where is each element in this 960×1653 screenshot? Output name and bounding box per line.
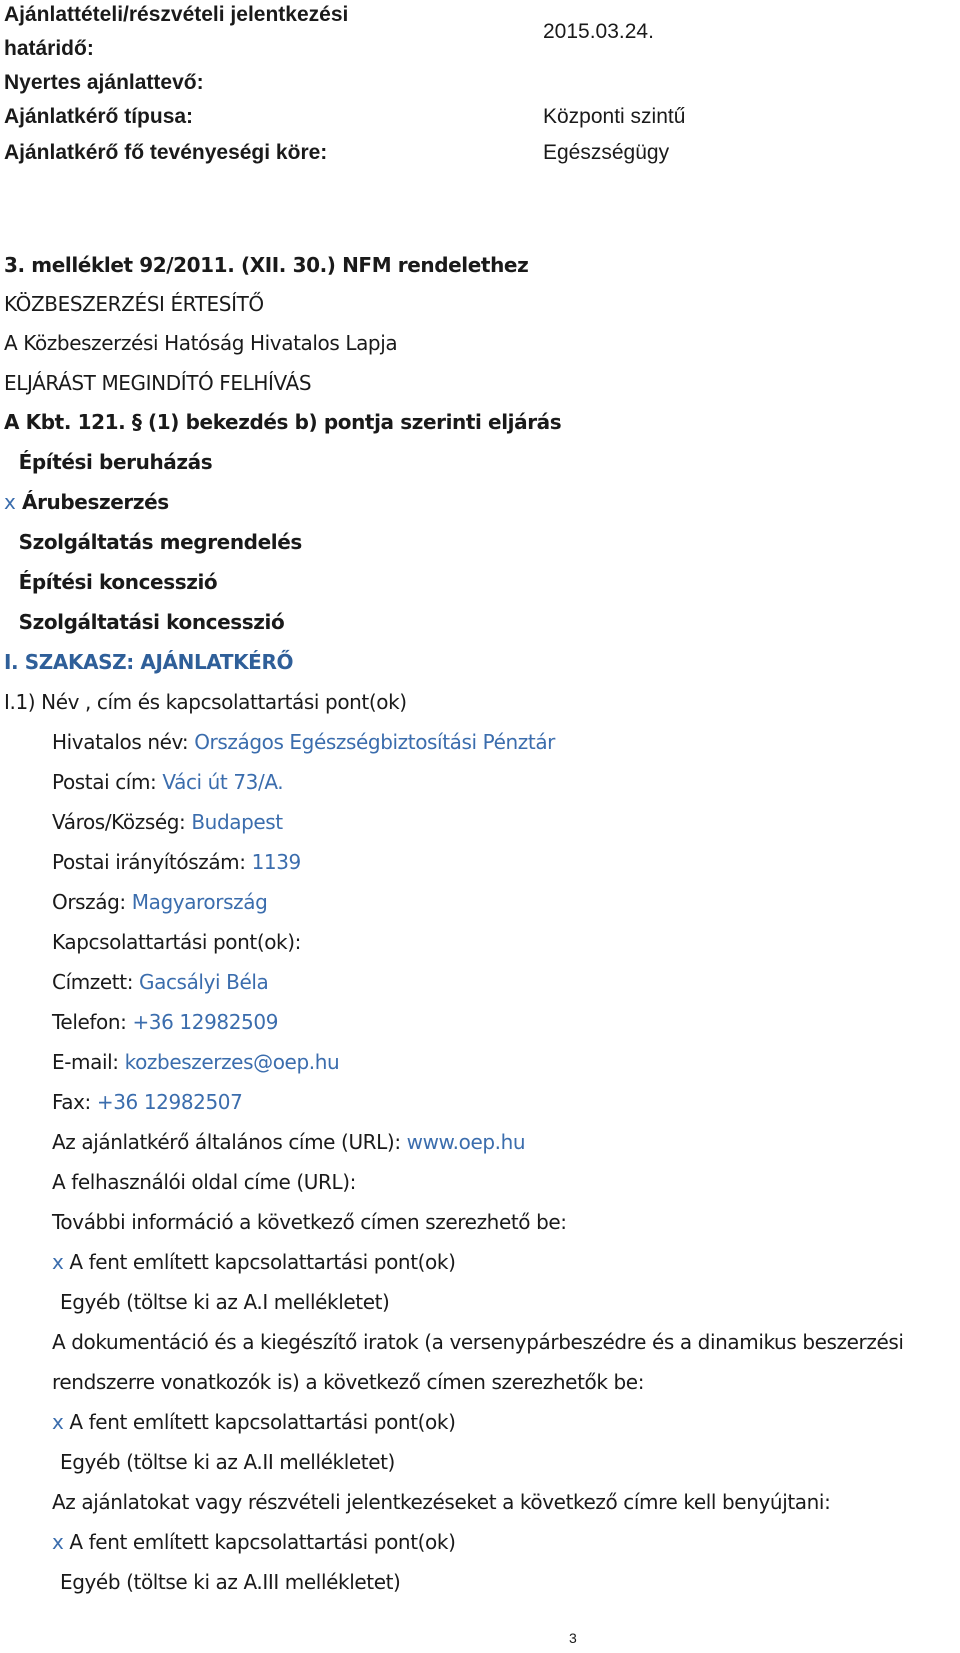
country-row (52, 890, 267, 914)
official-name-label: Hivatalos név: (52, 730, 189, 754)
further-info-option-contact-label: A fent említett kapcsolattartási pont(ok) (69, 1250, 456, 1274)
contract-type-works (4, 450, 212, 474)
zip-label: Postai irányítószám: (52, 850, 246, 874)
page-number: 3 (569, 1630, 577, 1646)
url-label: Az ajánlatkérő általános címe (URL): (52, 1130, 401, 1154)
submission-option-other (52, 1570, 400, 1594)
country-value: Magyarország (131, 890, 268, 914)
buyer-type-label: Ajánlatkérő típusa: (4, 105, 194, 128)
deadline-label-line1: Ajánlattételi/részvételi jelentkezési (4, 3, 349, 26)
phone-value: +36 12982509 (132, 1010, 279, 1034)
fax-row (52, 1090, 242, 1114)
main-activity-label: Ajánlatkérő fő tevényeségi köre: (4, 141, 328, 164)
contract-type-supplies (4, 490, 169, 514)
official-name-value: Országos Egészségbiztosítási Pénztár (194, 730, 555, 754)
address-label: Postai cím: (52, 770, 157, 794)
contract-type-service-concession-label: Szolgáltatási koncesszió (18, 610, 285, 634)
contact-points-label: Kapcsolattartási pont(ok): (52, 930, 301, 954)
further-info-heading: További információ a következő címen szerezhető be: (52, 1210, 567, 1234)
bulletin-subtitle: A Közbeszerzési Hatóság Hivatalos Lapja (4, 331, 398, 355)
deadline-label-line2: határidő: (4, 37, 94, 60)
section-subheading: I.1) Név , cím és kapcsolattartási pont(ok) (4, 690, 407, 714)
notice-title: ELJÁRÁST MEGINDÍTÓ FELHÍVÁS (4, 371, 312, 395)
addressee-label: Címzett: (52, 970, 134, 994)
documents-option-contact-mark: x (52, 1410, 64, 1434)
documents-heading-line2: rendszerre vonatkozók is) a következő címen szerezhetők be: (52, 1370, 645, 1394)
contact-points-row (52, 930, 301, 954)
official-name-row (52, 730, 555, 754)
further-info-option-other (52, 1290, 389, 1314)
addressee-value: Gacsályi Béla (139, 970, 269, 994)
city-row (52, 810, 283, 834)
contract-type-services (4, 530, 302, 554)
email-label: E-mail: (52, 1050, 119, 1074)
submission-option-contact-label: A fent említett kapcsolattartási pont(ok) (69, 1530, 456, 1554)
fax-value: +36 12982507 (96, 1090, 243, 1114)
city-value: Budapest (191, 810, 283, 834)
procedure-basis: A Kbt. 121. § (1) bekezdés b) pontja szerinti eljárás (4, 410, 562, 434)
buyer-profile-label: A felhasználói oldal címe (URL): (52, 1170, 357, 1194)
annex-reference: 3. melléklet 92/2011. (XII. 30.) NFM rendelethez (4, 253, 529, 277)
url-row (52, 1130, 525, 1154)
city-label: Város/Község: (52, 810, 186, 834)
contract-type-services-label: Szolgáltatás megrendelés (18, 530, 302, 554)
further-info-option-contact (52, 1250, 455, 1274)
country-label: Ország: (52, 890, 126, 914)
documents-option-contact (52, 1410, 455, 1434)
documents-option-other (52, 1450, 395, 1474)
email-value[interactable]: kozbeszerzes@oep.hu (124, 1050, 340, 1074)
zip-row (52, 850, 301, 874)
documents-option-other-label: Egyéb (töltse ki az A.II mellékletet) (59, 1450, 395, 1474)
contract-type-works-concession-label: Építési koncesszió (18, 570, 218, 594)
deadline-value: 2015.03.24. (543, 20, 654, 43)
phone-label: Telefon: (52, 1010, 127, 1034)
url-value[interactable]: www.oep.hu (406, 1130, 526, 1154)
submission-option-other-label: Egyéb (töltse ki az A.III mellékletet) (59, 1570, 401, 1594)
address-row (52, 770, 283, 794)
buyer-type-value: Központi szintű (543, 105, 686, 128)
submission-option-contact-mark: x (52, 1530, 64, 1554)
submission-option-contact (52, 1530, 455, 1554)
further-info-option-other-label: Egyéb (töltse ki az A.I mellékletet) (59, 1290, 390, 1314)
contract-type-supplies-mark: x (4, 490, 16, 514)
contract-type-works-concession (4, 570, 217, 594)
buyer-profile-row (52, 1170, 356, 1194)
fax-label: Fax: (52, 1090, 91, 1114)
address-value: Váci út 73/A. (162, 770, 284, 794)
bulletin-title: KÖZBESZERZÉSI ÉRTESÍTŐ (4, 292, 264, 316)
further-info-option-contact-mark: x (52, 1250, 64, 1274)
documents-option-contact-label: A fent említett kapcsolattartási pont(ok) (69, 1410, 456, 1434)
contract-type-supplies-label: Árubeszerzés (22, 490, 169, 514)
phone-row (52, 1010, 278, 1034)
winner-label: Nyertes ajánlattevő: (4, 71, 204, 94)
addressee-row (52, 970, 268, 994)
documents-heading-line1: A dokumentáció és a kiegészítő iratok (a versenypárbeszédre és a dinamikus beszerzési (52, 1330, 904, 1354)
submission-heading: Az ajánlatokat vagy részvételi jelentkezéseket a következő címre kell benyújtani: (52, 1490, 831, 1514)
email-row (52, 1050, 339, 1074)
main-activity-value: Egészségügy (543, 141, 670, 164)
zip-value: 1139 (251, 850, 301, 874)
contract-type-works-label: Építési beruházás (18, 450, 213, 474)
contract-type-service-concession (4, 610, 284, 634)
section-heading: I. SZAKASZ: AJÁNLATKÉRŐ (4, 650, 294, 674)
